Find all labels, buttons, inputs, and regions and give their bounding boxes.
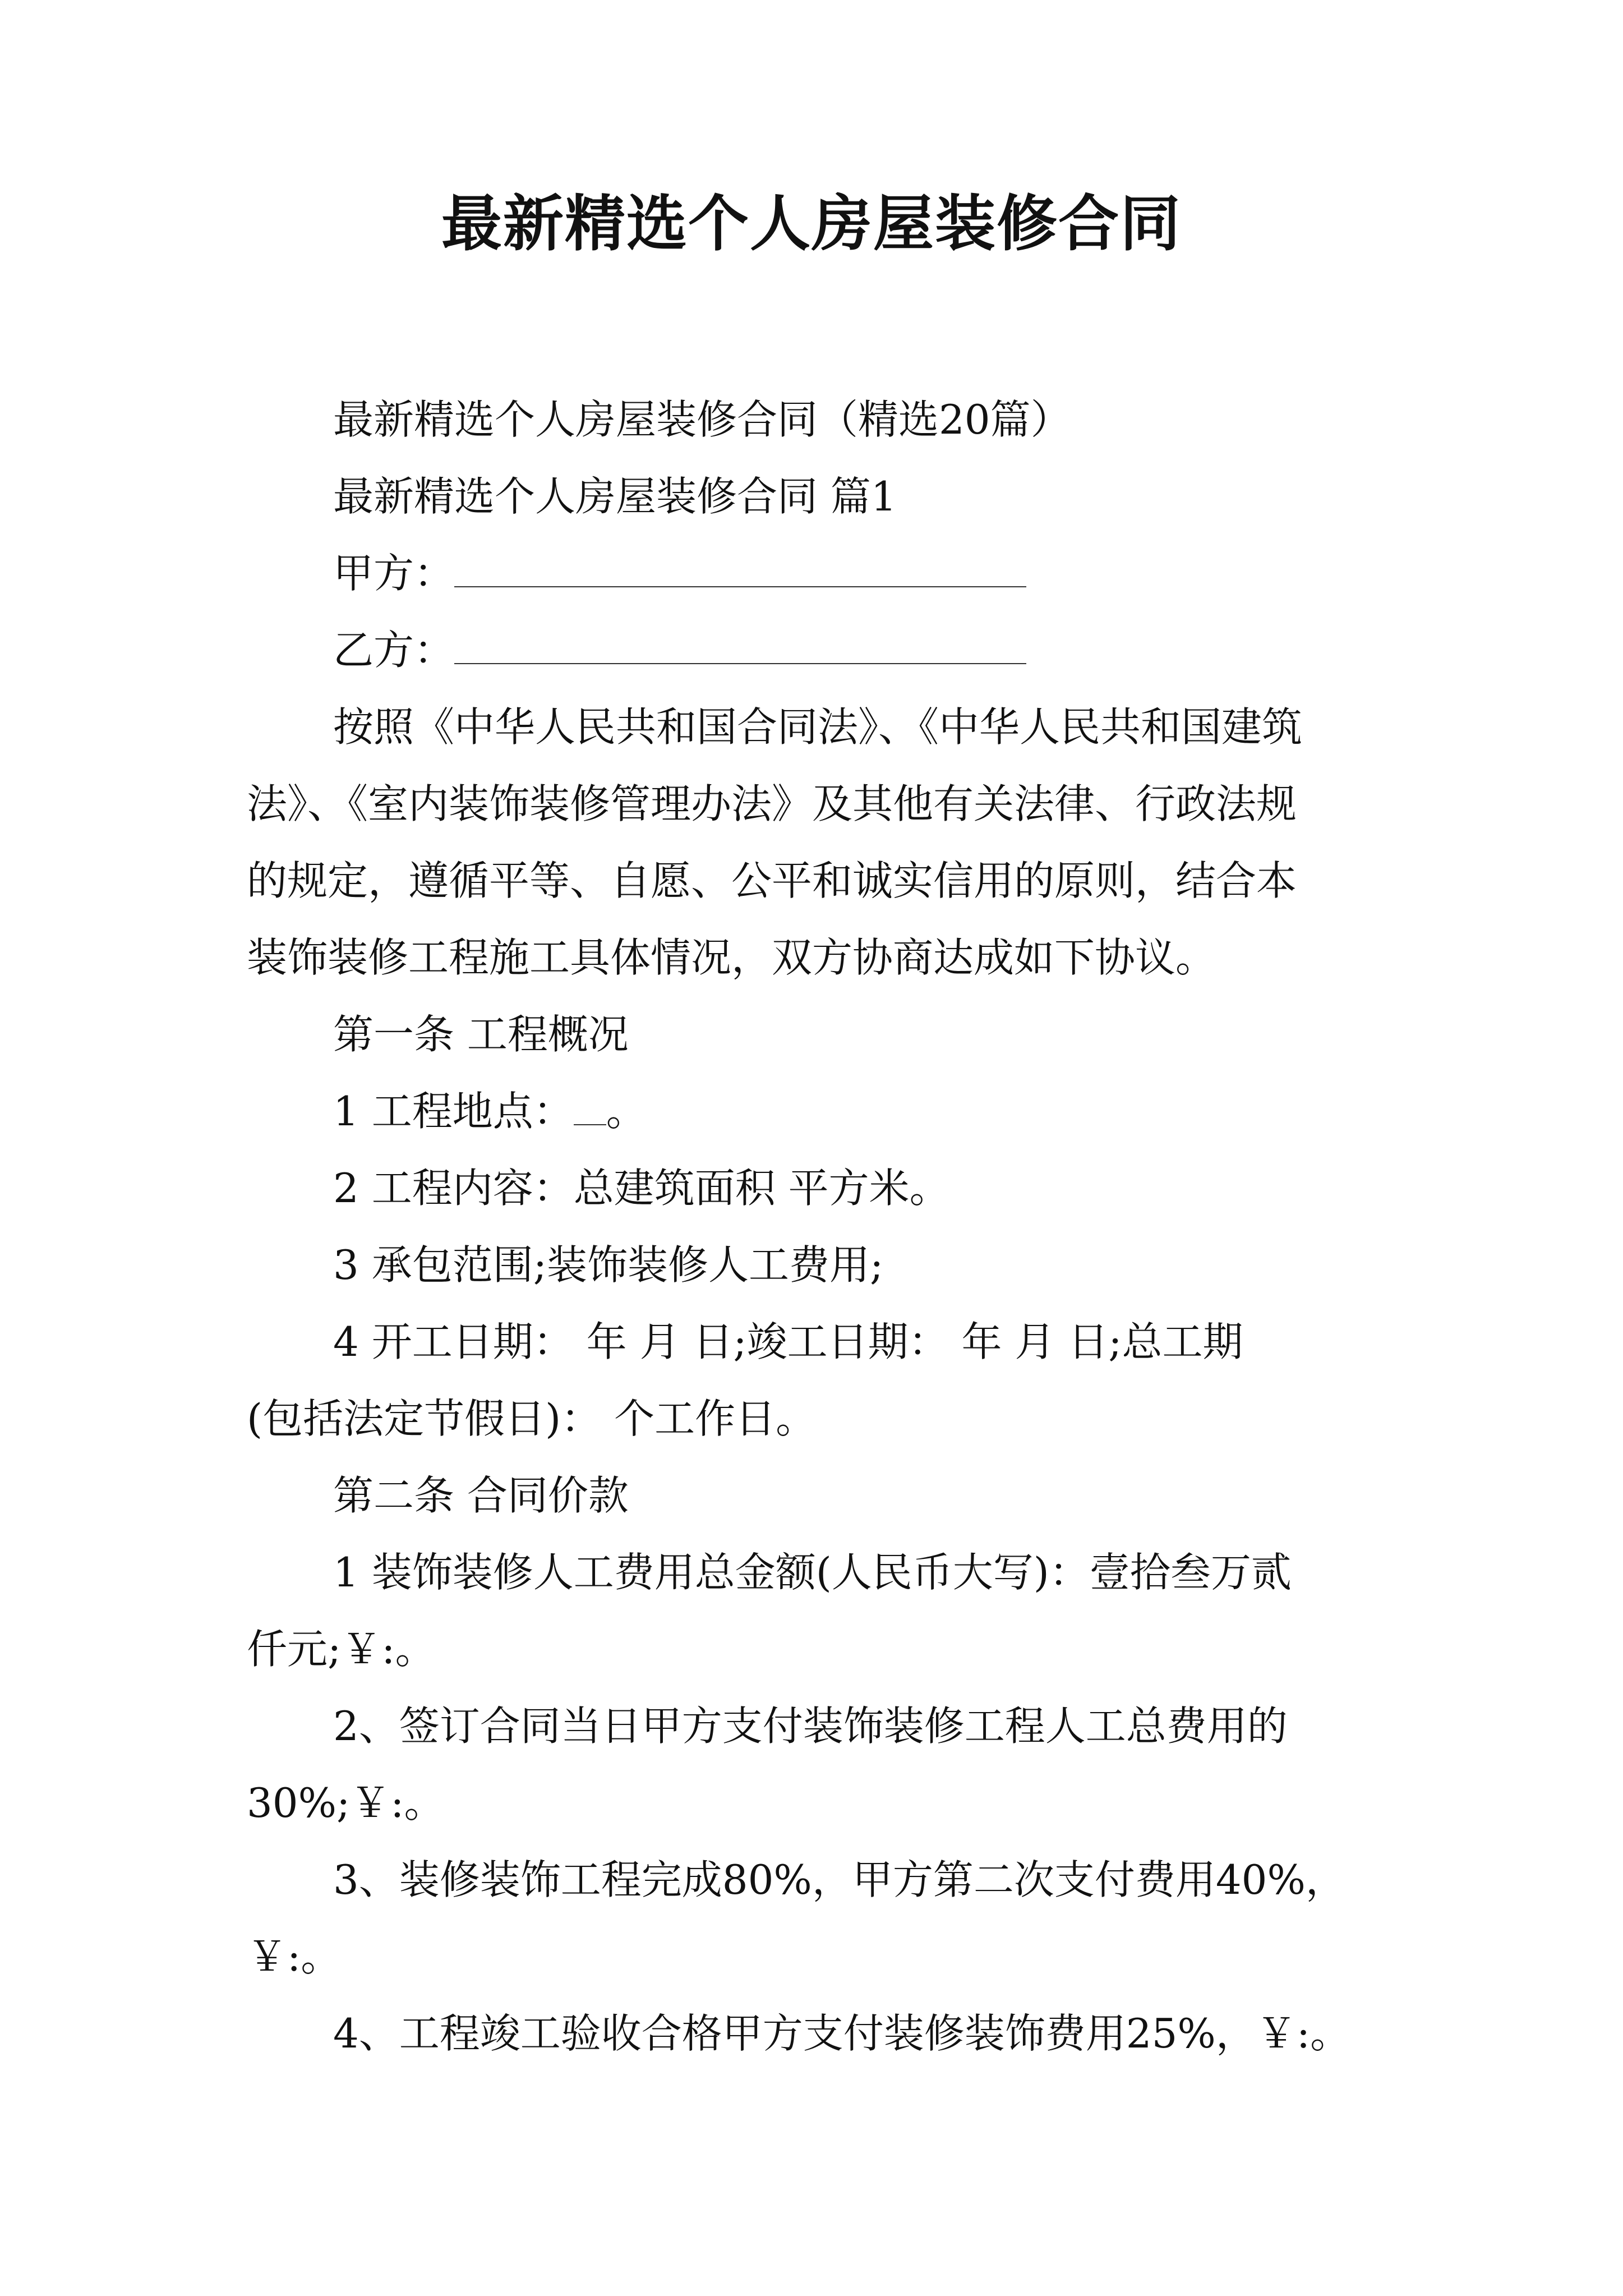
document-title: 最新精选个人房屋装修合同 [441, 188, 1182, 259]
article-2-item-2-line-1: 2、签订合同当日甲方支付装饰装修工程人工总费用的 [333, 1703, 1288, 1750]
intro-line-3: 的规定，遵循平等、自愿、公平和诚实信用的原则，结合本 [247, 857, 1297, 904]
article-1-item-1 [247, 1073, 1402, 1150]
article-2-item-3-line-1: 3、装修装饰工程完成80%，甲方第二次支付费用40%， [333, 1856, 1346, 1903]
document-body [247, 381, 1402, 2072]
item-1-label: 1 工程地点： [333, 1088, 574, 1135]
intro-line-1: 按照《中华人民共和国合同法》、《中华人民共和国建筑 [333, 703, 1303, 751]
party-b-blank [454, 629, 1026, 664]
article-1-item-2: 2 工程内容：总建筑面积 平方米。 [333, 1165, 950, 1212]
party-a-line [247, 535, 1402, 612]
article-2-item-2-line-2: 30%;￥:。 [247, 1779, 445, 1826]
article-1-title: 第一条 工程概况 [333, 1011, 629, 1058]
article-1-item-4-line-1: 4 开工日期： 年 月 日;竣工日期： 年 月 日;总工期 [333, 1318, 1243, 1365]
article-2-item-1-line-1: 1 装饰装修人工费用总金额(人民币大写)：壹拾叁万贰 [333, 1549, 1292, 1596]
party-b-line [247, 612, 1402, 689]
article-2-item-1-line-2: 仟元;￥:。 [247, 1626, 436, 1673]
intro-line-2: 法》、《室内装饰装修管理办法》及其他有关法律、行政法规 [247, 780, 1297, 827]
article-2-title: 第二条 合同价款 [333, 1472, 629, 1519]
party-a-blank [454, 553, 1026, 587]
document-subtitle: 最新精选个人房屋装修合同（精选20篇） [333, 396, 1071, 443]
item-1-end: 。 [606, 1088, 647, 1135]
article-2-item-3-line-2: ￥:。 [247, 1933, 342, 1980]
section-heading: 最新精选个人房屋装修合同 篇1 [333, 473, 897, 520]
location-blank [574, 1102, 606, 1125]
article-1-item-4-line-2: (包括法定节假日)： 个工作日。 [247, 1395, 817, 1442]
article-2-item-4: 4、工程竣工验收合格甲方支付装修装饰费用25%，￥:。 [333, 2010, 1351, 2057]
party-a-label: 甲方： [333, 550, 455, 597]
article-1-item-3: 3 承包范围;装饰装修人工费用; [333, 1241, 884, 1289]
party-b-label: 乙方： [333, 627, 455, 674]
intro-line-4: 装饰装修工程施工具体情况，双方协商达成如下协议。 [247, 934, 1216, 981]
